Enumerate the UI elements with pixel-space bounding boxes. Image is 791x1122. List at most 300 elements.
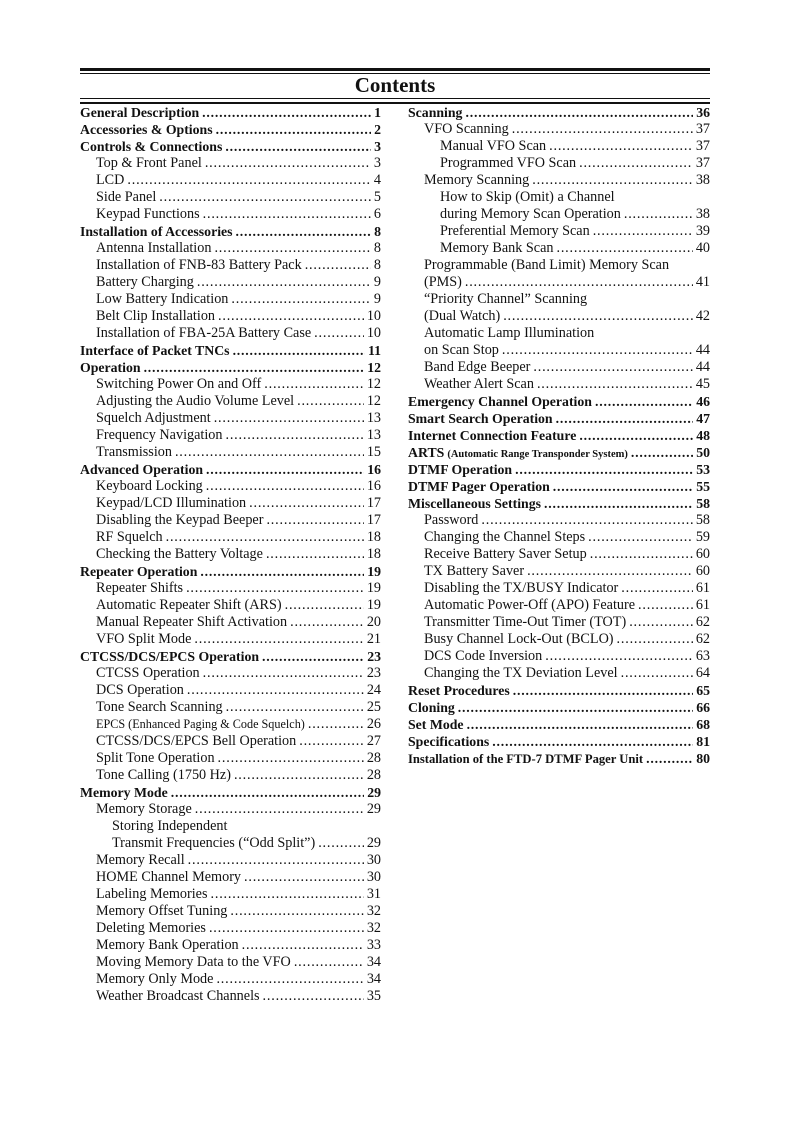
- toc-dot-leader: [171, 784, 364, 801]
- toc-dot-leader: [503, 308, 693, 325]
- toc-dot-leader: [527, 563, 693, 580]
- toc-entry-title: Manual Repeater Shift Activation: [96, 614, 288, 630]
- toc-entry-title: Checking the Battery Voltage: [96, 546, 263, 562]
- toc-dot-leader: [200, 563, 364, 580]
- toc-entry-title: Programmable (Band Limit) Memory Scan: [424, 257, 670, 273]
- toc-subsection-entry[interactable]: [80, 614, 381, 631]
- toc-entry-title: Memory Storage: [96, 801, 192, 817]
- toc-section-entry[interactable]: [408, 410, 710, 427]
- toc-subsection-entry[interactable]: [80, 189, 381, 206]
- toc-section-entry[interactable]: [80, 648, 381, 665]
- toc-entry-title: DTMF Pager Operation: [408, 479, 550, 494]
- toc-subsection-entry[interactable]: [80, 988, 381, 1005]
- toc-page-number: 66: [696, 700, 710, 715]
- toc-dot-leader: [481, 512, 692, 529]
- toc-dot-leader: [533, 359, 692, 376]
- toc-dot-leader: [203, 206, 371, 223]
- toc-entry-title: Password: [424, 512, 479, 528]
- toc-subsection-entry[interactable]: [408, 529, 710, 546]
- toc-entry-title: Switching Power On and Off: [96, 376, 262, 392]
- toc-entry-title: Smart Search Operation: [408, 411, 553, 426]
- toc-entry-title: Reset Procedures: [408, 683, 510, 698]
- toc-page-number: 33: [366, 937, 381, 953]
- toc-page-number: 9: [373, 274, 381, 290]
- toc-subsection-entry[interactable]: [80, 240, 381, 257]
- toc-page-number: 19: [367, 564, 381, 579]
- toc-entry-title: Memory Bank Operation: [96, 937, 239, 953]
- toc-subsection-entry[interactable]: [80, 903, 381, 920]
- toc-entry-title: Memory Bank Scan: [440, 240, 554, 256]
- toc-page-number: 11: [367, 343, 381, 358]
- toc-entry-title: Memory Offset Tuning: [96, 903, 228, 919]
- toc-subsection-entry[interactable]: [408, 563, 710, 580]
- toc-subsection-entry[interactable]: [80, 699, 381, 716]
- toc-page-number: 55: [696, 479, 710, 494]
- toc-page-number: 30: [366, 869, 381, 885]
- toc-entry-title: Memory Scanning: [424, 172, 530, 188]
- toc-page-number: 29: [366, 801, 381, 817]
- toc-dot-leader: [617, 631, 693, 648]
- toc-dot-leader: [218, 308, 364, 325]
- toc-subsection-entry[interactable]: [80, 529, 381, 546]
- toc-entry-title: Memory Recall: [96, 852, 185, 868]
- toc-page-number: 18: [366, 529, 381, 545]
- toc-page-number: 15: [366, 444, 381, 460]
- toc-section-entry[interactable]: [408, 427, 710, 444]
- toc-dot-leader: [556, 410, 694, 427]
- toc-entry-title: Changing the TX Deviation Level: [424, 665, 618, 681]
- toc-dot-leader: [242, 937, 364, 954]
- toc-dot-leader: [225, 138, 371, 155]
- toc-page-number: 36: [696, 105, 710, 120]
- toc-page-number: 8: [373, 257, 381, 273]
- toc-subsection-entry[interactable]: [408, 155, 710, 172]
- toc-subsection-entry[interactable]: [80, 954, 381, 971]
- toc-entry-title: Memory Mode: [80, 785, 168, 800]
- title-rule-thin: [80, 98, 710, 99]
- toc-entry-title: Advanced Operation: [80, 462, 204, 477]
- toc-entry-title: Weather Alert Scan: [424, 376, 534, 392]
- toc-page-number: 28: [366, 750, 381, 766]
- toc-entry-title: Repeater Shifts: [96, 580, 184, 596]
- toc-entry-title: Installation of FBA-25A Battery Case: [96, 325, 312, 341]
- toc-entry-title: Automatic Lamp Illumination: [424, 325, 595, 341]
- toc-section-entry[interactable]: [408, 104, 710, 121]
- toc-page-number: 42: [695, 308, 710, 324]
- toc-page-number: 68: [696, 717, 710, 732]
- toc-entry-title: Tone Calling (1750 Hz): [96, 767, 231, 783]
- toc-dot-leader: [299, 733, 364, 750]
- toc-dot-leader: [127, 172, 371, 189]
- toc-subsection-entry[interactable]: [80, 478, 381, 495]
- toc-page-number: 20: [366, 614, 381, 630]
- toc-page-number: 37: [695, 121, 710, 137]
- toc-dot-leader: [631, 444, 693, 461]
- toc-section-entry[interactable]: [80, 342, 381, 359]
- toc-page-number: 1: [374, 105, 381, 120]
- toc-subsection-entry[interactable]: [80, 801, 381, 818]
- toc-dot-leader: [590, 546, 693, 563]
- toc-dot-leader: [216, 121, 372, 138]
- toc-subsection-entry[interactable]: [80, 631, 381, 648]
- toc-dot-leader: [515, 461, 693, 478]
- toc-dot-leader: [297, 393, 364, 410]
- toc-subsection-entry[interactable]: [408, 291, 710, 308]
- toc-entry-title: Transmit Frequencies (“Odd Split”): [112, 835, 316, 851]
- toc-dot-leader: [249, 495, 364, 512]
- toc-dot-leader: [646, 750, 693, 767]
- toc-dot-leader: [308, 716, 364, 733]
- toc-subsection-entry[interactable]: [408, 614, 710, 631]
- toc-page-number: 80: [696, 751, 710, 766]
- toc-page-number: 8: [373, 240, 381, 256]
- toc-page-number: 28: [366, 767, 381, 783]
- toc-page-number: 81: [696, 734, 710, 749]
- toc-subsection-entry[interactable]: [408, 308, 710, 325]
- toc-page-number: 38: [695, 172, 710, 188]
- toc-page-number: 62: [695, 614, 710, 630]
- toc-page-number: 9: [373, 291, 381, 307]
- toc-section-entry[interactable]: [408, 478, 710, 495]
- toc-entry-title: Accessories & Options: [80, 122, 213, 137]
- toc-dot-leader: [214, 410, 364, 427]
- toc-subsection-entry[interactable]: [80, 937, 381, 954]
- toc-subsection-entry[interactable]: [408, 546, 710, 563]
- toc-entry-title: CTCSS/DCS/EPCS Bell Operation: [96, 733, 297, 749]
- toc-page-number: 34: [366, 954, 381, 970]
- toc-section-entry[interactable]: [80, 138, 381, 155]
- toc-entry-title: Controls & Connections: [80, 139, 223, 154]
- toc-dot-leader: [186, 580, 364, 597]
- toc-entry-title: Transmitter Time-Out Timer (TOT): [424, 614, 627, 630]
- toc-entry-title: HOME Channel Memory: [96, 869, 242, 885]
- toc-entry-title: on Scan Stop: [424, 342, 499, 358]
- toc-subsection-entry[interactable]: [408, 274, 710, 291]
- toc-subsection-entry[interactable]: [80, 886, 381, 903]
- toc-dot-leader: [532, 172, 693, 189]
- toc-section-entry[interactable]: [408, 699, 710, 716]
- toc-entry-title: Frequency Navigation: [96, 427, 223, 443]
- toc-page-number: 32: [366, 920, 381, 936]
- toc-entry-title: Changing the Channel Steps: [424, 529, 586, 545]
- toc-dot-leader: [188, 852, 364, 869]
- toc-section-entry[interactable]: [408, 682, 710, 699]
- toc-dot-leader: [205, 155, 371, 172]
- toc-subsection-entry[interactable]: [80, 750, 381, 767]
- toc-entry-title: Keypad Functions: [96, 206, 200, 222]
- toc-subsection-entry[interactable]: [80, 393, 381, 410]
- toc-page-number: 59: [695, 529, 710, 545]
- toc-entry-title: VFO Scanning: [424, 121, 509, 137]
- toc-dot-leader: [465, 104, 693, 121]
- toc-page-number: 32: [366, 903, 381, 919]
- toc-page-number: 44: [695, 342, 710, 358]
- toc-section-entry[interactable]: [80, 359, 381, 376]
- toc-entry-title: CTCSS Operation: [96, 665, 200, 681]
- toc-dot-leader: [467, 716, 694, 733]
- toc-entry-title: Disabling the TX/BUSY Indicator: [424, 580, 619, 596]
- toc-section-entry[interactable]: [408, 461, 710, 478]
- toc-subsection-entry[interactable]: [408, 172, 710, 189]
- toc-dot-leader: [621, 580, 693, 597]
- toc-page-number: 63: [695, 648, 710, 664]
- toc-subsection-entry[interactable]: [408, 121, 710, 138]
- toc-subsection-entry[interactable]: [408, 223, 710, 240]
- toc-dot-leader: [218, 750, 364, 767]
- toc-entry-title: Cloning: [408, 700, 455, 715]
- toc-subsection-entry[interactable]: [80, 172, 381, 189]
- toc-section-entry[interactable]: [408, 750, 710, 767]
- toc-subsection-entry[interactable]: [80, 410, 381, 427]
- toc-entry-title: RF Squelch: [96, 529, 163, 545]
- toc-entry-title: Moving Memory Data to the VFO: [96, 954, 291, 970]
- toc-left-column: [80, 104, 381, 1005]
- toc-dot-leader: [230, 903, 363, 920]
- toc-dot-leader: [226, 699, 364, 716]
- toc-entry-title: Memory Only Mode: [96, 971, 214, 987]
- toc-page-number: 24: [366, 682, 381, 698]
- toc-dot-leader: [234, 767, 364, 784]
- toc-entry-title: Battery Charging: [96, 274, 194, 290]
- toc-entry-title: Split Tone Operation: [96, 750, 215, 766]
- toc-subsection-entry[interactable]: [408, 240, 710, 257]
- toc-page-number: 61: [695, 580, 710, 596]
- toc-subsection-entry[interactable]: [408, 631, 710, 648]
- toc-entry-title: Receive Battery Saver Setup: [424, 546, 587, 562]
- toc-subsection-entry[interactable]: [80, 495, 381, 512]
- toc-section-entry[interactable]: [408, 495, 710, 512]
- toc-entry-title: Adjusting the Audio Volume Level: [96, 393, 295, 409]
- toc-dot-leader: [624, 206, 693, 223]
- toc-dot-leader: [305, 257, 371, 274]
- toc-dot-leader: [638, 597, 693, 614]
- toc-page-number: 62: [695, 631, 710, 647]
- toc-entry-title: (Dual Watch): [424, 308, 501, 324]
- toc-entry-subtitle: (Automatic Range Transponder System): [447, 449, 628, 460]
- toc-subsection-entry[interactable]: [408, 648, 710, 665]
- toc-page-number: 60: [695, 546, 710, 562]
- toc-page-number: 10: [366, 308, 381, 324]
- toc-subsection-entry[interactable]: [80, 325, 381, 342]
- toc-right-column: [408, 104, 710, 767]
- toc-entry-title: DCS Code Inversion: [424, 648, 543, 664]
- toc-page-number: 3: [374, 139, 381, 154]
- toc-page-number: 34: [366, 971, 381, 987]
- toc-section-entry[interactable]: [80, 104, 381, 121]
- toc-subsection-entry[interactable]: [80, 716, 381, 733]
- toc-subsection-entry[interactable]: [408, 257, 710, 274]
- toc-page-number: 2: [374, 122, 381, 137]
- toc-dot-leader: [175, 444, 364, 461]
- toc-page-number: 60: [695, 563, 710, 579]
- toc-dot-leader: [266, 512, 363, 529]
- toc-entry-title: Set Mode: [408, 717, 464, 732]
- toc-page-number: 6: [373, 206, 381, 222]
- toc-subsection-entry[interactable]: [408, 580, 710, 597]
- toc-dot-leader: [588, 529, 693, 546]
- toc-section-entry[interactable]: [80, 223, 381, 240]
- toc-section-entry[interactable]: [408, 733, 710, 750]
- toc-section-entry[interactable]: [80, 563, 381, 580]
- toc-page-number: 64: [695, 665, 710, 681]
- toc-subsection-entry[interactable]: [408, 138, 710, 155]
- toc-subsection-entry[interactable]: [80, 597, 381, 614]
- toc-subsection-entry[interactable]: [408, 342, 710, 359]
- toc-subsection-entry[interactable]: [80, 308, 381, 325]
- toc-entry-title: during Memory Scan Operation: [440, 206, 621, 222]
- toc-page-number: 65: [696, 683, 710, 698]
- toc-entry-title: Busy Channel Lock-Out (BCLO): [424, 631, 614, 647]
- toc-page-number: 18: [366, 546, 381, 562]
- toc-page-number: 13: [366, 427, 381, 443]
- toc-subsection-entry[interactable]: [80, 682, 381, 699]
- toc-dot-leader: [262, 648, 364, 665]
- toc-dot-leader: [225, 427, 363, 444]
- toc-dot-leader: [492, 733, 693, 750]
- toc-page-number: 27: [366, 733, 381, 749]
- toc-subsection-entry[interactable]: [408, 359, 710, 376]
- toc-dot-leader: [545, 648, 693, 665]
- toc-dot-leader: [244, 869, 364, 886]
- toc-dot-leader: [553, 478, 693, 495]
- toc-dot-leader: [263, 988, 364, 1005]
- toc-page-number: 16: [366, 478, 381, 494]
- toc-dot-leader: [294, 954, 364, 971]
- toc-section-entry[interactable]: [408, 393, 710, 410]
- toc-dot-leader: [202, 104, 371, 121]
- toc-entry-title: Disabling the Keypad Beeper: [96, 512, 264, 528]
- toc-page-number: 23: [367, 649, 381, 664]
- toc-subsection-entry[interactable]: [80, 376, 381, 393]
- toc-dot-leader: [211, 886, 364, 903]
- toc-page-number: 38: [695, 206, 710, 222]
- toc-subsection-entry[interactable]: [408, 206, 710, 223]
- toc-subsection-entry[interactable]: [80, 852, 381, 869]
- toc-page-number: 47: [696, 411, 710, 426]
- toc-subsection-entry[interactable]: [80, 206, 381, 223]
- toc-dot-leader: [206, 478, 364, 495]
- toc-dot-leader: [233, 342, 365, 359]
- toc-dot-leader: [593, 223, 693, 240]
- toc-dot-leader: [544, 495, 693, 512]
- toc-entry-title: Storing Independent: [112, 818, 228, 834]
- toc-subsection-entry[interactable]: [80, 920, 381, 937]
- toc-page-number: 26: [366, 716, 381, 732]
- toc-subsection-entry[interactable]: [80, 971, 381, 988]
- toc-dot-leader: [231, 291, 371, 308]
- toc-page-number: 16: [367, 462, 381, 477]
- toc-page-number: 30: [366, 852, 381, 868]
- toc-entry-title: Side Panel: [96, 189, 157, 205]
- toc-subsection-entry[interactable]: [80, 291, 381, 308]
- toc-entry-title: “Priority Channel” Scanning: [424, 291, 588, 307]
- toc-dot-leader: [264, 376, 364, 393]
- toc-subsection-entry[interactable]: [408, 665, 710, 682]
- toc-page-number: 39: [695, 223, 710, 239]
- toc-subsection-entry[interactable]: [80, 257, 381, 274]
- toc-subsection-entry[interactable]: [80, 835, 381, 852]
- toc-entry-title: Band Edge Beeper: [424, 359, 531, 375]
- toc-entry-title: LCD: [96, 172, 125, 188]
- toc-subsection-entry[interactable]: [408, 325, 710, 342]
- toc-page-number: 37: [695, 138, 710, 154]
- toc-entry-title: Tone Search Scanning: [96, 699, 223, 715]
- toc-subsection-entry[interactable]: [80, 155, 381, 172]
- toc-page-number: 58: [696, 496, 710, 511]
- toc-dot-leader: [209, 920, 364, 937]
- toc-dot-leader: [203, 665, 364, 682]
- toc-entry-title: Programmed VFO Scan: [440, 155, 577, 171]
- toc-dot-leader: [629, 614, 693, 631]
- toc-subsection-entry[interactable]: [80, 444, 381, 461]
- toc-dot-leader: [236, 223, 372, 240]
- toc-dot-leader: [290, 614, 364, 631]
- toc-dot-leader: [621, 665, 693, 682]
- toc-page-number: 23: [366, 665, 381, 681]
- toc-page-number: 53: [696, 462, 710, 477]
- toc-entry-title: Specifications: [408, 734, 490, 749]
- toc-subsection-entry[interactable]: [80, 818, 381, 835]
- toc-subsection-entry[interactable]: [80, 580, 381, 597]
- toc-subsection-entry[interactable]: [408, 376, 710, 393]
- toc-subsection-entry[interactable]: [408, 597, 710, 614]
- toc-dot-leader: [512, 121, 693, 138]
- toc-subsection-entry[interactable]: [80, 767, 381, 784]
- toc-dot-leader: [166, 529, 364, 546]
- toc-subsection-entry[interactable]: [80, 733, 381, 750]
- toc-subsection-entry[interactable]: [80, 546, 381, 563]
- toc-page-number: 10: [366, 325, 381, 341]
- toc-entry-title: EPCS (Enhanced Paging & Code Squelch): [96, 717, 305, 731]
- top-rule-thick: [80, 68, 710, 71]
- toc-subsection-entry[interactable]: [408, 512, 710, 529]
- page-title: Contents: [354, 73, 436, 97]
- toc-entry-title: Scanning: [408, 105, 463, 120]
- toc-subsection-entry[interactable]: [80, 274, 381, 291]
- toc-entry-title: TX Battery Saver: [424, 563, 525, 579]
- toc-dot-leader: [216, 971, 363, 988]
- toc-dot-leader: [513, 682, 693, 699]
- toc-subsection-entry[interactable]: [80, 869, 381, 886]
- toc-subsection-entry[interactable]: [80, 512, 381, 529]
- toc-dot-leader: [549, 138, 693, 155]
- toc-section-entry[interactable]: [408, 716, 710, 733]
- toc-entry-title: Automatic Repeater Shift (ARS): [96, 597, 282, 613]
- toc-subsection-entry[interactable]: [80, 665, 381, 682]
- toc-section-entry[interactable]: [80, 461, 381, 478]
- toc-dot-leader: [195, 801, 364, 818]
- toc-entry-title: Installation of Accessories: [80, 224, 233, 239]
- toc-dot-leader: [159, 189, 371, 206]
- toc-entry-title: VFO Split Mode: [96, 631, 192, 647]
- toc-page-number: 5: [373, 189, 381, 205]
- toc-entry-title: Keyboard Locking: [96, 478, 203, 494]
- toc-page-number: 44: [695, 359, 710, 375]
- toc-section-entry[interactable]: [408, 444, 710, 461]
- toc-section-entry[interactable]: [80, 784, 381, 801]
- toc-page-number: 25: [366, 699, 381, 715]
- toc-entry-title: How to Skip (Omit) a Channel: [440, 189, 615, 205]
- toc-page-number: 31: [366, 886, 381, 902]
- toc-dot-leader: [318, 835, 364, 852]
- toc-entry-title: Manual VFO Scan: [440, 138, 547, 154]
- toc-dot-leader: [187, 682, 364, 699]
- toc-section-entry[interactable]: [80, 121, 381, 138]
- toc-page-number: 12: [367, 360, 381, 375]
- toc-subsection-entry[interactable]: [408, 189, 710, 206]
- toc-subsection-entry[interactable]: [80, 427, 381, 444]
- toc-page-number: 12: [366, 393, 381, 409]
